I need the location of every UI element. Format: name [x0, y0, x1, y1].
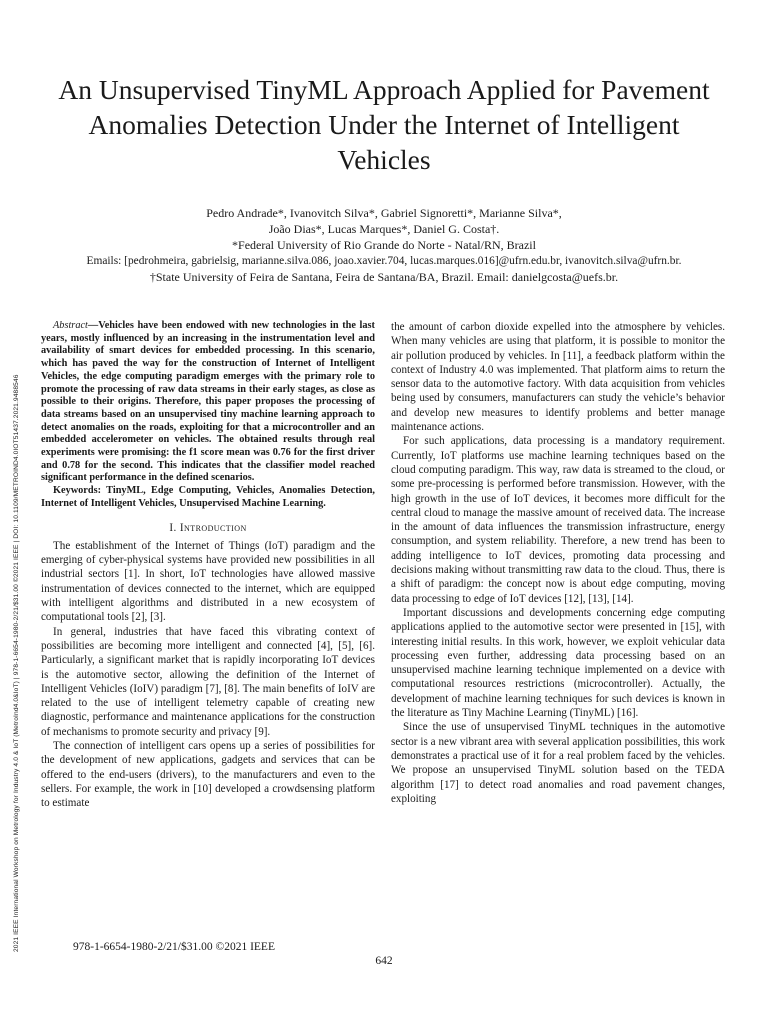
right-paragraph-4: Since the use of unsupervised TinyML techniques in the automotive sector is a new vibrant area with several application possibilities, this work demonstrates a practical use of it for a real problem faced by the vehicles. We propose an unsupervised TinyML solution based on the TEDA algorithm [17] to detect road anomalies and road pavement changes, exploiting [391, 721, 725, 805]
right-column [391, 320, 725, 806]
affiliation-1: *Federal University of Rio Grande do Norte - Natal/RN, Brazil [232, 238, 536, 252]
abstract-lead: Abstract [53, 320, 88, 331]
intro-paragraph-2: In general, industries that have faced this vibrating context of possibilities are becoming more intelligent and connected [4], [5], [6]. Particularly, a significant market that is rapidly incorporating IoT devices is the automotive sector, allowing the definition of the Internet of Intelligent Vehicles (IoIV) paradigm [7], [8]. The main benefits of IoIV are related to the use of intelligent telemetry capable of creating new diagnostic, performance and maintenance applications for the construction of mechanisms to promote security and privacy [9]. [41, 625, 375, 738]
right-paragraph-3: Important discussions and developments concerning edge computing applications applied to the automotive sector were presented in [15], with interesting initial results. In this work, however, we exploit vehicular data processing even further, addressing data processing based on an unsupervised machine learning technique implemented on a device with computational resources restrictions (microcontroller). Actually, the development of machine learning techniques for such devices is known in the literature as Tiny Machine Learning (TinyML) [16]. [391, 606, 725, 720]
intro-paragraph-3: The connection of intelligent cars opens up a series of possibilities for the development of new applications, gadgets and services that can be offered to the end-users (drivers), to the manufacturers and even to the sellers. For example, the work in [10] developed a crowdsensing platform to estimate [41, 740, 375, 810]
emails-line: Emails: [pedrohmeira, gabrielsig, marianne.silva.086, joao.xavier.704, lucas.marques.016]@ufrn.edu.br, ivanovitch.silva@ufrn.br. [86, 255, 682, 267]
affiliation-2: †State University of Feira de Santana, Feira de Santana/BA, Brazil. Email: danielgcosta@uefs.br. [149, 270, 619, 284]
right-paragraph-1: the amount of carbon dioxide expelled into the atmosphere by vehicles. When many vehicles are using that platform, it is possible to monitor the air pollution produced by vehicles. In [11], a feedback platform within the context of Industry 4.0 was implemented. That platform aims to return the sensor data to the automotive factory. With data acquisition from vehicles being used by consumers, manufacturers can study the vehicle’s behavior and develop new measures to identify problems and better manage maintenance actions. [391, 321, 725, 434]
abstract [41, 320, 375, 485]
side-strip [10, 200, 22, 952]
keywords: Keywords: TinyML, Edge Computing, Vehicles, Anomalies Detection, Internet of Intelligent Vehicles, Unsupervised Machine Learning. [41, 485, 375, 509]
section-heading-introduction: I. Introduction [169, 521, 247, 534]
conference-doi-strip: 2021 IEEE International Workshop on Metrology for Industry 4.0 & IoT (MetroInd4.0&IoT) | 978-1-6654-1980-2/21/$31.00 ©2021 IEEE | DOI: 10.1109/METROIND4.0IOT51437.2021.9488546 [13, 374, 20, 952]
paper-title: An Unsupervised TinyML Approach Applied for Pavement Anomalies Detection Under the Internet of Intelligent Vehicles [58, 74, 710, 175]
footer-copyright: 978-1-6654-1980-2/21/$31.00 ©2021 IEEE [73, 941, 275, 953]
right-paragraph-2: For such applications, data processing is a mandatory requirement. Currently, IoT platforms use machine learning techniques based on the cloud computing paradigm. This way, raw data is streamed to the cloud, or some pre-processing is performed before transmission. However, with the high growth in the use of IoT devices, it becomes more difficult for the central cloud to manage the massive amount of received data. The increase in the amount of data influences the transmission infrastructure, energy consumption, and system reliability. Therefore, a new trend has been to adding intelligence to IoT devices, promoting data processing and decisions making without transmitting raw data to the cloud. Thus, there is a shift of paradigm: the concept now is about edge computing, moving data processing to edge of IoT devices [12], [13], [14]. [391, 435, 725, 605]
abstract-text: —Vehicles have been endowed with new technologies in the last years, mostly influenced by an increasing in the instrumentation level and availability of smart devices for embedded processing. In this scenario, which has paved the way for the construction of Internet of Intelligent Vehicles, the edge computing paradigm emerges with the primary role to promote the processing of raw data streams in their early stages, as close as possible to their origins. Therefore, this paper proposes the processing of data streams based on an unsupervised tiny machine learning approach to detect anomalies on the roads, exploiting for that a microcontroller and an embedded accelerometer on vehicles. The obtained results through real experiments were promising: the f1 score mean was 0.76 for the first driver and 0.78 for the second. This indicates that the classifier model reached significant performance in the defined scenarios. [41, 320, 375, 484]
intro-paragraph-1: The establishment of the Internet of Things (IoT) paradigm and the emerging of cyber-physical systems have provided new possibilities in all industrial sectors [1]. In short, IoT technologies have allowed massive instrumentation of devices connected to the internet, which are equipped with intelligent algorithms and distributed in a new ecosystem of computational tools [2], [3]. [41, 539, 375, 624]
author-block [30, 205, 738, 285]
page-number: 642 [375, 955, 393, 967]
author-line-2: João Dias*, Lucas Marques*, Daniel G. Costa†. [268, 222, 500, 236]
author-line-1: Pedro Andrade*, Ivanovitch Silva*, Gabriel Signoretti*, Marianne Silva*, [206, 206, 562, 220]
left-column [41, 320, 375, 810]
